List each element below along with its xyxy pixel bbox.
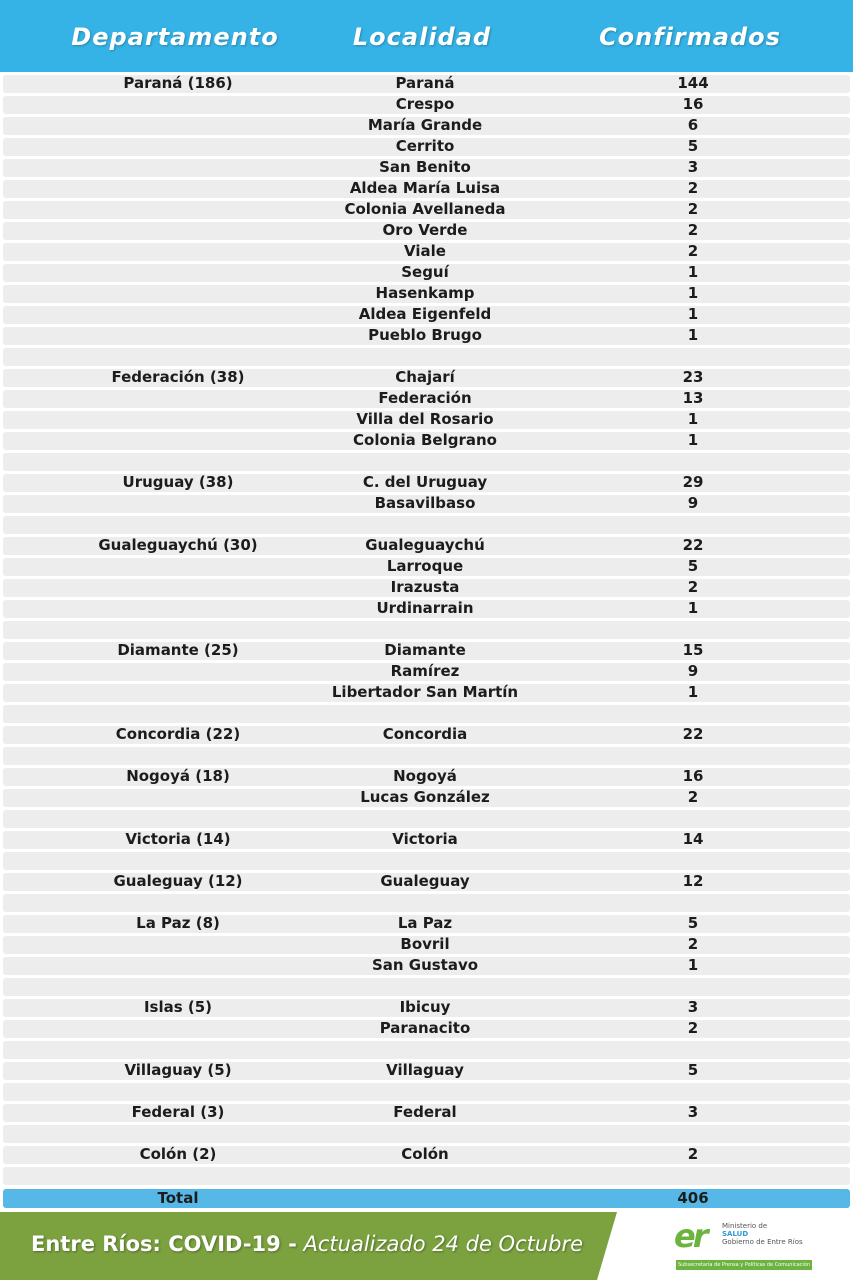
table-row <box>3 138 850 156</box>
table-row <box>3 768 850 786</box>
confirmados-cell: 1 <box>687 599 699 617</box>
confirmados-cell <box>543 703 843 724</box>
table-row <box>3 726 850 744</box>
localidad-cell: Bovril <box>400 935 450 953</box>
table-row <box>3 579 850 597</box>
table-row <box>3 1083 850 1101</box>
localidad-cell: Ramírez <box>390 662 460 680</box>
header-confirmados: Confirmados <box>599 23 781 51</box>
table-row <box>3 159 850 177</box>
localidad-cell: Colonia Avellaneda <box>344 200 506 218</box>
table-row <box>3 978 850 996</box>
confirmados-cell: 1 <box>687 410 699 428</box>
table-row <box>3 243 850 261</box>
table-row <box>3 810 850 828</box>
table-row <box>3 852 850 870</box>
confirmados-cell: 144 <box>677 74 709 92</box>
confirmados-cell: 2 <box>687 221 699 239</box>
localidad-cell: Hasenkamp <box>375 284 475 302</box>
table-row <box>3 915 850 933</box>
confirmados-cell: 2 <box>687 1019 699 1037</box>
localidad-cell: Oro Verde <box>382 221 468 239</box>
confirmados-cell: 1 <box>687 431 699 449</box>
confirmados-cell: 3 <box>687 1103 699 1121</box>
footer-title-bold: Entre Ríos: COVID-19 - <box>31 1232 297 1256</box>
confirmados-cell <box>543 1165 843 1186</box>
table-row <box>3 831 850 849</box>
logo-line3: Gobierno de Entre Ríos <box>722 1238 803 1246</box>
departamento-cell: Concordia (22) <box>115 725 241 743</box>
confirmados-cell: 3 <box>687 998 699 1016</box>
table-row <box>3 201 850 219</box>
logo-subtitle-bar: Subsecretaría de Prensa y Políticas de Comunicación <box>677 1262 811 1268</box>
table-row <box>3 789 850 807</box>
table-row <box>3 117 850 135</box>
confirmados-cell: 16 <box>682 767 704 785</box>
logo-line1: Ministerio de <box>722 1222 768 1230</box>
confirmados-cell: 5 <box>687 137 699 155</box>
localidad-cell: Villa del Rosario <box>356 410 494 428</box>
footer <box>0 1212 853 1280</box>
departamento-cell: Diamante (25) <box>117 641 239 659</box>
localidad-cell: Libertador San Martín <box>331 683 519 701</box>
table-row <box>3 369 850 387</box>
confirmados-cell: 29 <box>682 473 704 491</box>
table-row <box>3 1041 850 1059</box>
table-row <box>3 285 850 303</box>
localidad-cell: Larroque <box>386 557 464 575</box>
table-row <box>3 873 850 891</box>
localidad-cell: Cerrito <box>395 137 455 155</box>
table-row <box>3 327 850 345</box>
confirmados-cell: 1 <box>687 284 699 302</box>
confirmados-cell <box>543 976 843 997</box>
localidad-cell: Chajarí <box>395 368 455 386</box>
localidad-cell: Colonia Belgrano <box>353 431 497 449</box>
confirmados-cell: 23 <box>682 368 704 386</box>
departamento-cell: Colón (2) <box>139 1145 217 1163</box>
confirmados-cell: 5 <box>687 1061 699 1079</box>
confirmados-cell <box>543 850 843 871</box>
confirmados-cell <box>543 619 843 640</box>
footer-title-italic: Actualizado 24 de Octubre <box>303 1232 584 1256</box>
table-row <box>3 75 850 93</box>
confirmados-cell: 1 <box>687 326 699 344</box>
confirmados-cell: 2 <box>687 578 699 596</box>
departamento-cell: Victoria (14) <box>125 830 231 848</box>
total-label: Total <box>157 1189 199 1207</box>
table-row <box>3 894 850 912</box>
confirmados-cell <box>543 514 843 535</box>
table-row <box>3 474 850 492</box>
confirmados-cell: 2 <box>687 179 699 197</box>
confirmados-cell <box>543 451 843 472</box>
localidad-cell: Aldea Eigenfeld <box>358 305 492 323</box>
confirmados-cell: 13 <box>682 389 704 407</box>
confirmados-cell: 5 <box>687 557 699 575</box>
departamento-cell: Gualeguay (12) <box>113 872 243 890</box>
table-row <box>3 390 850 408</box>
confirmados-cell <box>543 1039 843 1060</box>
confirmados-cell: 1 <box>687 956 699 974</box>
table-row <box>3 1167 850 1185</box>
departamento-cell: Gualeguaychú (30) <box>98 536 258 554</box>
table-row <box>3 1104 850 1122</box>
localidad-cell: La Paz <box>397 914 453 932</box>
logo-line2: SALUD <box>722 1230 749 1238</box>
table-row <box>3 1020 850 1038</box>
table-row <box>3 264 850 282</box>
table-row <box>3 180 850 198</box>
confirmados-cell: 12 <box>682 872 704 890</box>
table-row <box>3 999 850 1017</box>
confirmados-cell <box>543 1081 843 1102</box>
localidad-cell: San Gustavo <box>371 956 479 974</box>
localidad-cell: Villaguay <box>386 1061 464 1079</box>
confirmados-cell: 2 <box>687 200 699 218</box>
confirmados-cell: 2 <box>687 935 699 953</box>
table-row <box>3 1062 850 1080</box>
confirmados-cell: 22 <box>682 725 704 743</box>
localidad-cell: Lucas González <box>360 788 490 806</box>
localidad-cell: Pueblo Brugo <box>368 326 482 344</box>
confirmados-cell: 1 <box>687 305 699 323</box>
logo-text <box>722 1222 803 1246</box>
table-row <box>3 432 850 450</box>
localidad-cell: Colón <box>401 1145 449 1163</box>
localidad-cell: Aldea María Luisa <box>349 179 501 197</box>
table-row <box>3 663 850 681</box>
table-row <box>3 1146 850 1164</box>
confirmados-cell: 6 <box>687 116 699 134</box>
table-row <box>3 537 850 555</box>
localidad-cell: Seguí <box>401 263 449 281</box>
confirmados-cell <box>543 892 843 913</box>
departamento-cell: Islas (5) <box>143 998 213 1016</box>
localidad-cell: Irazusta <box>390 578 460 596</box>
confirmados-cell: 2 <box>687 788 699 806</box>
table-row <box>3 348 850 366</box>
localidad-cell: María Grande <box>367 116 483 134</box>
table-row <box>3 306 850 324</box>
confirmados-cell: 2 <box>687 1145 699 1163</box>
localidad-cell: San Benito <box>379 158 471 176</box>
table-row <box>3 495 850 513</box>
table-row <box>3 621 850 639</box>
confirmados-cell: 9 <box>687 662 699 680</box>
localidad-cell: Gualeguaychú <box>365 536 485 554</box>
table-row <box>3 1125 850 1143</box>
localidad-cell: Crespo <box>395 95 455 113</box>
localidad-cell: Urdinarrain <box>376 599 474 617</box>
departamento-cell: Paraná (186) <box>123 74 233 92</box>
table-header <box>0 0 853 72</box>
confirmados-cell: 22 <box>682 536 704 554</box>
departamento-cell: Villaguay (5) <box>124 1061 232 1079</box>
table-row <box>3 684 850 702</box>
confirmados-cell: 14 <box>682 830 704 848</box>
table-row <box>3 705 850 723</box>
localidad-cell: Viale <box>404 242 446 260</box>
departamento-cell: Nogoyá (18) <box>126 767 230 785</box>
departamento-cell: La Paz (8) <box>136 914 220 932</box>
table-row <box>3 96 850 114</box>
table-row <box>3 453 850 471</box>
table-row <box>3 642 850 660</box>
confirmados-cell: 1 <box>687 683 699 701</box>
ministerio-salud-logo <box>670 1216 820 1276</box>
confirmados-cell: 2 <box>687 242 699 260</box>
confirmados-cell: 3 <box>687 158 699 176</box>
header-departamento: Departamento <box>71 23 279 51</box>
footer-title <box>31 1212 583 1280</box>
localidad-cell: Ibicuy <box>399 998 451 1016</box>
confirmados-cell <box>543 346 843 367</box>
localidad-cell: Paranacito <box>379 1019 471 1037</box>
localidad-cell: Nogoyá <box>393 767 457 785</box>
localidad-cell: Federación <box>378 389 472 407</box>
confirmados-cell <box>543 808 843 829</box>
localidad-cell: Paraná <box>395 74 455 92</box>
departamento-cell: Uruguay (38) <box>122 473 234 491</box>
header-localidad: Localidad <box>352 23 492 51</box>
table-row <box>3 516 850 534</box>
localidad-cell: C. del Uruguay <box>362 473 488 491</box>
localidad-cell: Basavilbaso <box>374 494 476 512</box>
total-row <box>3 1189 850 1208</box>
confirmados-cell: 5 <box>687 914 699 932</box>
departamento-cell: Federal (3) <box>131 1103 225 1121</box>
confirmados-cell: 9 <box>687 494 699 512</box>
localidad-cell: Victoria <box>392 830 458 848</box>
localidad-cell: Concordia <box>382 725 468 743</box>
table-row <box>3 747 850 765</box>
localidad-cell: Federal <box>393 1103 457 1121</box>
table-row <box>3 936 850 954</box>
confirmados-cell: 16 <box>682 95 704 113</box>
er-logo-icon: er <box>674 1217 706 1255</box>
table-row <box>3 558 850 576</box>
localidad-cell: Gualeguay <box>380 872 470 890</box>
confirmados-cell: 15 <box>682 641 704 659</box>
localidad-cell: Diamante <box>384 641 466 659</box>
table-row <box>3 222 850 240</box>
confirmados-cell <box>543 745 843 766</box>
total-value: 406 <box>677 1189 709 1207</box>
confirmados-cell <box>543 1123 843 1144</box>
confirmados-cell: 1 <box>687 263 699 281</box>
table-row <box>3 411 850 429</box>
table-row <box>3 600 850 618</box>
table-row <box>3 957 850 975</box>
departamento-cell: Federación (38) <box>111 368 245 386</box>
